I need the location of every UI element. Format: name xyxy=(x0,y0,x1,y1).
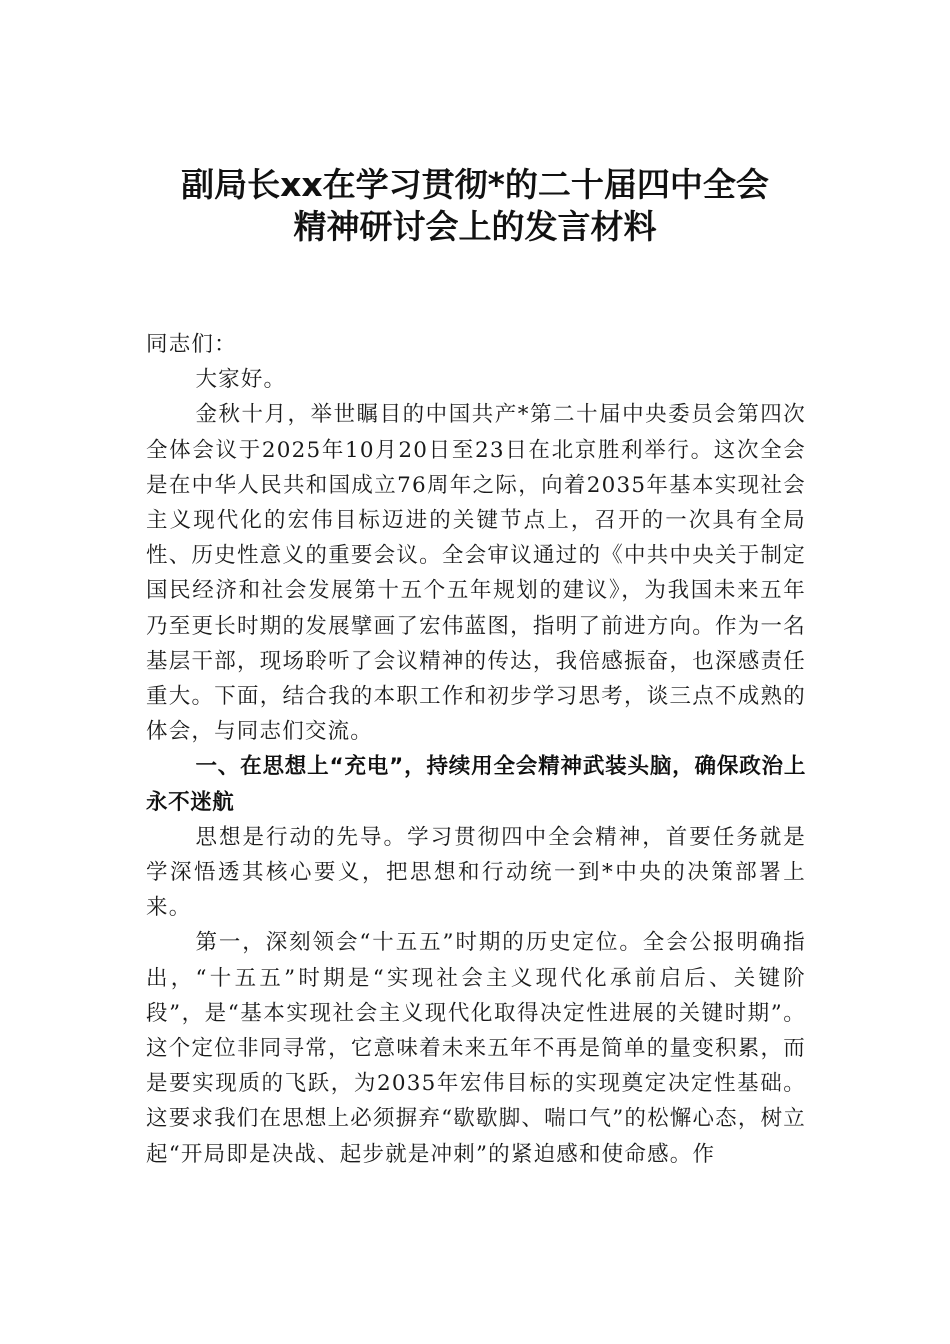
section-1-paragraph-2: 第一，深刻领会“十五五”时期的历史定位。全会公报明确指出，“十五五”时期是“实现社会主义现代化承前启后、关键阶段”，是“基本实现社会主义现代化取得决定性进展的关键时期”。这个定位非同寻常，它意味着未来五年不再是简单的量变积累，而是要实现质的飞跃，为2035年宏伟目标的实现奠定决定性基础。这要求我们在思想上必须摒弃“歇歇脚、喘口气”的松懈心态，树立起“开局即是决战、起步就是冲刺”的紧迫感和使命感。作 xyxy=(146,930,806,1167)
greeting: 大家好。 xyxy=(195,367,287,393)
document-title-line-1: 副局长xx在学习贯彻*的二十届四中全会 xyxy=(181,165,769,204)
section-1-heading: 一、在思想上“充电”，持续用全会精神武装头脑，确保政治上永不迷航 xyxy=(146,754,806,815)
section-1-paragraph-1: 思想是行动的先导。学习贯彻四中全会精神，首要任务就是学深悟透其核心要义，把思想和行动统一到*中央的决策部署上来。 xyxy=(146,824,806,921)
intro-paragraph: 金秋十月，举世瞩目的中国共产*第二十届中央委员会第四次全体会议于2025年10月20日至23日在北京胜利举行。这次全会是在中华人民共和国成立76周年之际，向着2035年基本实现社会主义现代化的宏伟目标迈进的关键节点上，召开的一次具有全局性、历史性意义的重要会议。全会审议通过的《中共中央关于制定国民经济和社会发展第十五个五年规划的建议》，为我国未来五年乃至更长时期的发展擘画了宏伟蓝图，指明了前进方向。作为一名基层干部，现场聆听了会议精神的传达，我倍感振奋，也深感责任重大。下面，结合我的本职工作和初步学习思考，谈三点不成熟的体会，与同志们交流。 xyxy=(146,402,806,745)
document-title-line-2: 精神研讨会上的发言材料 xyxy=(293,207,657,246)
document-body xyxy=(146,327,806,1172)
salutation: 同志们： xyxy=(146,332,237,357)
